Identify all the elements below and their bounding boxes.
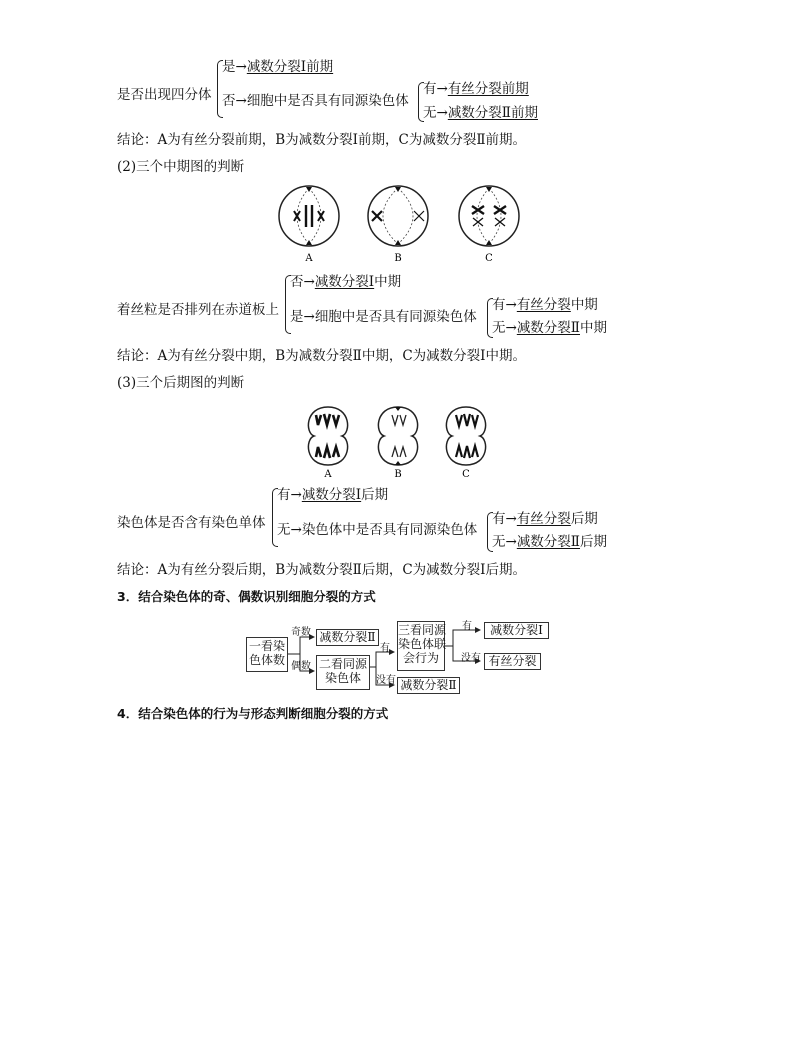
heading-4: 3．结合染色体的奇、偶数识别细胞分裂的方式 [117,589,376,604]
flow-has2-result-box: 减数分裂Ⅰ [484,622,549,639]
flow-has-label: 有 [380,643,390,654]
tree3-sub-yes-prefix: 有 [492,511,506,527]
tree2-sub-yes-target-rest: 中期 [570,297,598,313]
arrow-icon: → [436,105,448,121]
tree2-sub-yes-prefix: 有 [492,297,506,313]
heading-3: (3)三个后期图的判断 [117,375,245,391]
figure3-label-c: C [462,469,470,480]
conclusion-1: 结论：A为有丝分裂前期，B为减数分裂Ⅰ前期，C为减数分裂Ⅱ前期。 [117,132,527,148]
arrow-icon: → [235,93,247,109]
flow-step2-line1: 二看同源 [318,657,367,671]
tree3-sub-yes-target: 有丝分裂 [516,511,571,527]
tree1-sub-no-prefix: 无 [423,105,437,121]
tree3-sub-no-prefix: 无 [492,534,506,550]
flow-step3-line2: 染色体联 [398,637,447,651]
arrow-icon: → [505,297,517,313]
flow-step2-line2: 染色体 [324,671,361,685]
tree1-sub-no-target: 减数分裂Ⅱ前期 [447,105,538,121]
arrow-icon: → [290,487,302,503]
flow-step1-line1: 一看染 [248,639,285,653]
tree2-no-target-rest: 中期 [374,274,402,290]
tree2-no-prefix: 否 [290,274,304,290]
tree3-root: 染色体是否含有染色单体 [117,515,266,531]
tree1-no-prefix: 否 [222,93,236,109]
arrow-icon: → [303,274,315,290]
flow-step3-box [397,621,445,671]
flow-step3-line3: 会行为 [402,651,439,665]
tree2-root: 着丝粒是否排列在赤道板上 [117,302,279,318]
arrow-icon: → [436,81,448,97]
tree2-yes-question: 细胞中是否具有同源染色体 [314,309,477,325]
tree3-yes-target-rest: 后期 [361,487,389,503]
tree1-root: 是否出现四分体 [117,87,212,103]
tree2-sub-no-prefix: 无 [492,320,506,336]
tree1-yes-prefix: 是 [222,59,236,75]
tree3-no-prefix: 无 [277,522,291,538]
arrow-icon: → [505,320,517,336]
tree2-no-target: 减数分裂Ⅰ [314,274,375,290]
tree1-yes-target: 减数分裂Ⅰ前期 [246,59,334,75]
tree3-sub-no-target-rest: 后期 [580,534,607,550]
flow-odd-label: 奇数 [291,627,311,638]
flow-none-label: 没有 [376,675,396,686]
flow-even-label: 偶数 [291,661,311,672]
tree3-sub-no-target: 减数分裂Ⅱ [516,534,580,550]
conclusion-2: 结论：A为有丝分裂中期，B为减数分裂Ⅱ中期，C为减数分裂Ⅰ中期。 [117,348,527,364]
heading-5: 4．结合染色体的行为与形态判断细胞分裂的方式 [117,706,389,721]
conclusion-3: 结论：A为有丝分裂后期，B为减数分裂Ⅱ后期，C为减数分裂Ⅰ后期。 [117,562,527,578]
tree2-sub-no-target-rest: 中期 [580,320,607,336]
arrow-icon: → [505,511,517,527]
tree1-no-question: 细胞中是否具有同源染色体 [246,93,409,109]
flow-step2-box [316,655,370,690]
flow-none2-result-box: 有丝分裂 [484,653,541,670]
figure2-label-a: A [305,253,313,264]
tree2-sub-no-target: 减数分裂Ⅱ [516,320,580,336]
arrow-icon: → [303,309,315,325]
arrow-icon: → [290,522,302,538]
figure2-label-b: B [394,253,402,264]
tree2-sub-yes-target: 有丝分裂 [516,297,571,313]
heading-2: (2)三个中期图的判断 [117,159,245,175]
flow-none-result-box: 减数分裂Ⅱ [397,677,460,694]
flow-step3-line1: 三看同源 [398,623,447,637]
figure3-label-a: A [324,469,332,480]
flow-none2-label: 没有 [461,653,481,664]
arrow-icon: → [505,534,517,550]
flow-step1-line2: 色体数 [248,653,285,667]
figure3-label-b: B [394,469,402,480]
tree1-sub-yes-target: 有丝分裂前期 [447,81,529,97]
tree3-yes-prefix: 有 [277,487,291,503]
flow-has2-label: 有 [462,621,472,632]
arrow-icon: → [235,59,247,75]
flow-odd-result-box: 减数分裂Ⅱ [316,629,379,646]
flow-step1-box [246,637,288,672]
figure2-label-c: C [485,253,493,264]
tree3-sub-yes-target-rest: 后期 [570,511,598,527]
tree1-sub-yes-prefix: 有 [423,81,437,97]
tree3-no-question: 染色体中是否具有同源染色体 [301,522,478,538]
tree3-yes-target: 减数分裂Ⅰ [301,487,362,503]
tree2-yes-prefix: 是 [290,309,304,325]
